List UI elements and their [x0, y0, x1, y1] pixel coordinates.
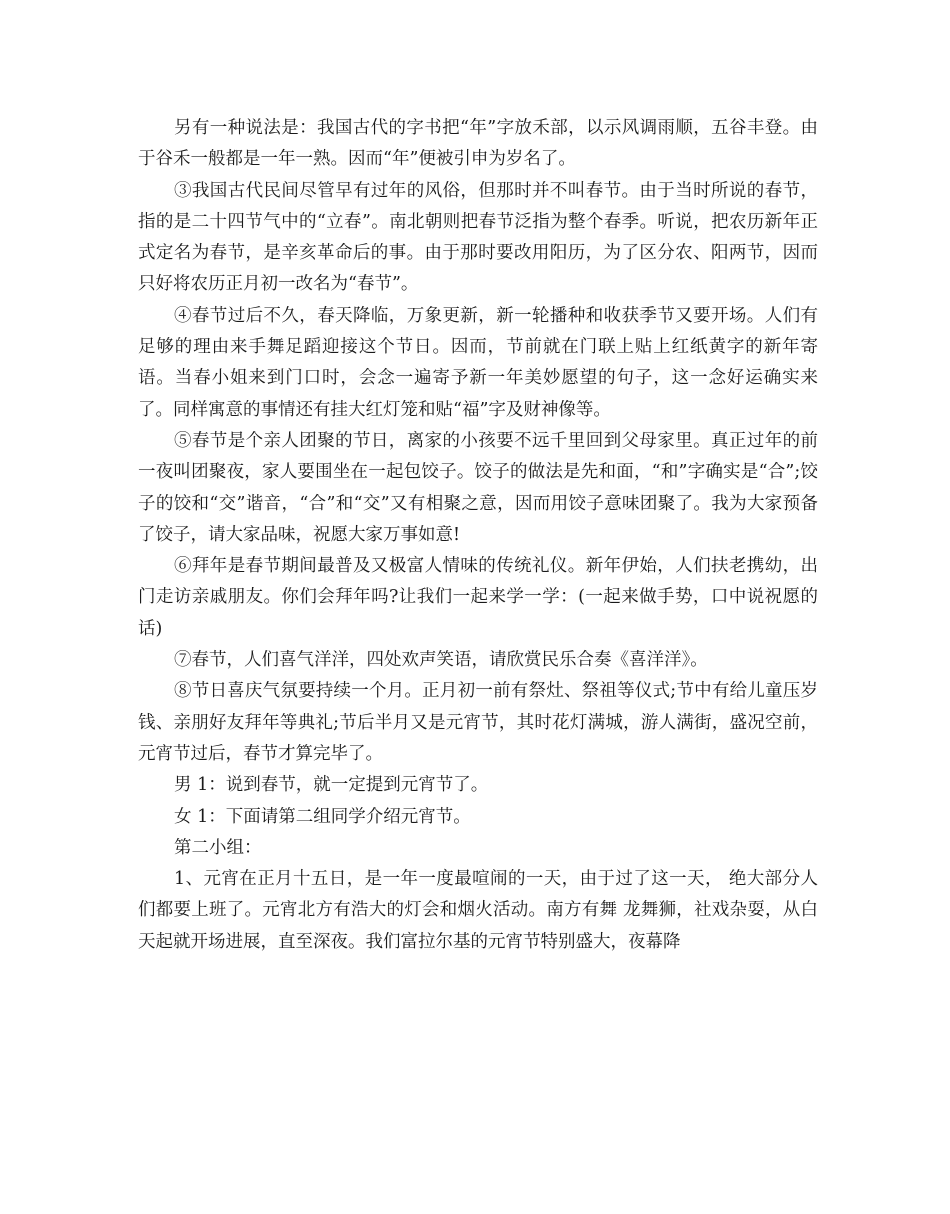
paragraph: ③我国古代民间尽管早有过年的风俗，但那时并不叫春节。由于当时所说的春节，指的是二十四节气中的“立春”。南北朝则把春节泛指为整个春季。听说，把农历新年正式定名为春节，是辛亥革命后的事。由于那时要改用阳历，为了区分农、阳两节，因而只好将农历正月初一改名为“春节”。 [138, 180, 818, 295]
paragraph: ⑧节日喜庆气氛要持续一个月。正月初一前有祭灶、祭祖等仪式;节中有给儿童压岁钱、亲朋好友拜年等典礼;节后半月又是元宵节，其时花灯满城，游人满街，盛况空前，元宵节过后，春节才算完毕了。 [138, 681, 818, 764]
paragraph: ④春节过后不久，春天降临，万象更新，新一轮播种和收获季节又要开场。人们有足够的理由来手舞足蹈迎接这个节日。因而，节前就在门联上贴上红纸黄字的新年寄语。当春小姐来到门口时，会念一遍寄予新一年美妙愿望的句子，这一念好运确实来了。同样寓意的事情还有挂大红灯笼和贴“福”字及财神像等。 [138, 305, 818, 420]
paragraph: 1、元宵在正月十五日，是一年一度最喧闹的一天，由于过了这一天， 绝大部分人们都要上班了。元宵北方有浩大的灯会和烟火活动。南方有舞 龙舞狮，社戏杂耍，从白天起就开场进展，直至深夜。我们富拉尔基的元宵节特别盛大，夜幕降 [138, 869, 818, 952]
paragraph: 女 1：下面请第二组同学介绍元宵节。 [174, 806, 471, 827]
paragraph: 第二小组： [174, 837, 262, 858]
paragraph: ⑦春节，人们喜气洋洋，四处欢声笑语，请欣赏民乐合奏《喜洋洋》。 [174, 650, 708, 671]
paragraph: 男 1：说到春节，就一定提到元宵节了。 [174, 775, 489, 796]
paragraph: ⑤春节是个亲人团聚的节日，离家的小孩要不远千里回到父母家里。真正过年的前一夜叫团聚夜，家人要围坐在一起包饺子。饺子的做法是先和面，“和”字确实是“合”;饺子的饺和“交”谐音，“合”和“交”又有相聚之意，因而用饺子意味团聚了。我为大家预备了饺子，请大家品味，祝愿大家万事如意! [138, 430, 818, 545]
paragraph: ⑥拜年是春节期间最普及又极富人情味的传统礼仪。新年伊始，人们扶老携幼，出门走访亲戚朋友。你们会拜年吗?让我们一起来学一学：(一起来做手势，口中说祝愿的话) [138, 556, 818, 639]
document-body [138, 113, 818, 958]
paragraph: 另有一种说法是：我国古代的字书把“年”字放禾部，以示风调雨顺，五谷丰登。由于谷禾一般都是一年一熟。因而“年”便被引申为岁名了。 [138, 118, 818, 170]
